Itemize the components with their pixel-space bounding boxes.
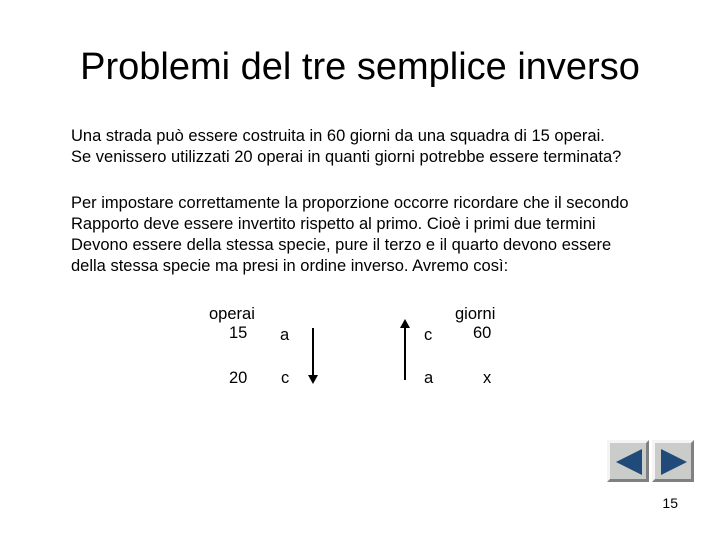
term-a-right: a <box>424 369 434 387</box>
problem-line: Una strada può essere costruita in 60 giorni da una squadra di 15 operai. <box>71 127 605 145</box>
next-slide-button[interactable] <box>652 440 694 482</box>
explanation-text <box>71 193 691 277</box>
explanation-line: della stessa specie ma presi in ordine inverso. Avremo così: <box>71 257 509 275</box>
up-arrow-icon <box>397 318 413 382</box>
term-c-right: c <box>424 326 433 344</box>
explanation-line: Devono essere della stessa specie, pure il terzo e il quarto devono essere <box>71 236 612 254</box>
giorni-value-1: 60 <box>473 324 492 342</box>
explanation-line: Rapporto deve essere invertito rispetto al primo. Cioè i primi due termini <box>71 215 596 233</box>
term-c-left: c <box>281 369 290 387</box>
problem-text <box>71 126 691 168</box>
page-number: 15 <box>662 495 678 511</box>
previous-slide-button[interactable] <box>607 440 649 482</box>
triangle-right-icon <box>659 447 689 477</box>
giorni-header: giorni <box>455 305 496 323</box>
operai-value-2: 20 <box>229 369 248 387</box>
explanation-line: Per impostare correttamente la proporzione occorre ricordare che il secondo <box>71 194 629 212</box>
operai-value-1: 15 <box>229 324 248 342</box>
slide-title: Problemi del tre semplice inverso <box>80 46 640 88</box>
term-a-left: a <box>280 326 290 344</box>
down-arrow-icon <box>305 328 321 386</box>
operai-header: operai <box>209 305 255 323</box>
giorni-value-x: x <box>483 369 492 387</box>
triangle-left-icon <box>614 447 644 477</box>
problem-line: Se venissero utilizzati 20 operai in quanti giorni potrebbe essere terminata? <box>71 148 622 166</box>
